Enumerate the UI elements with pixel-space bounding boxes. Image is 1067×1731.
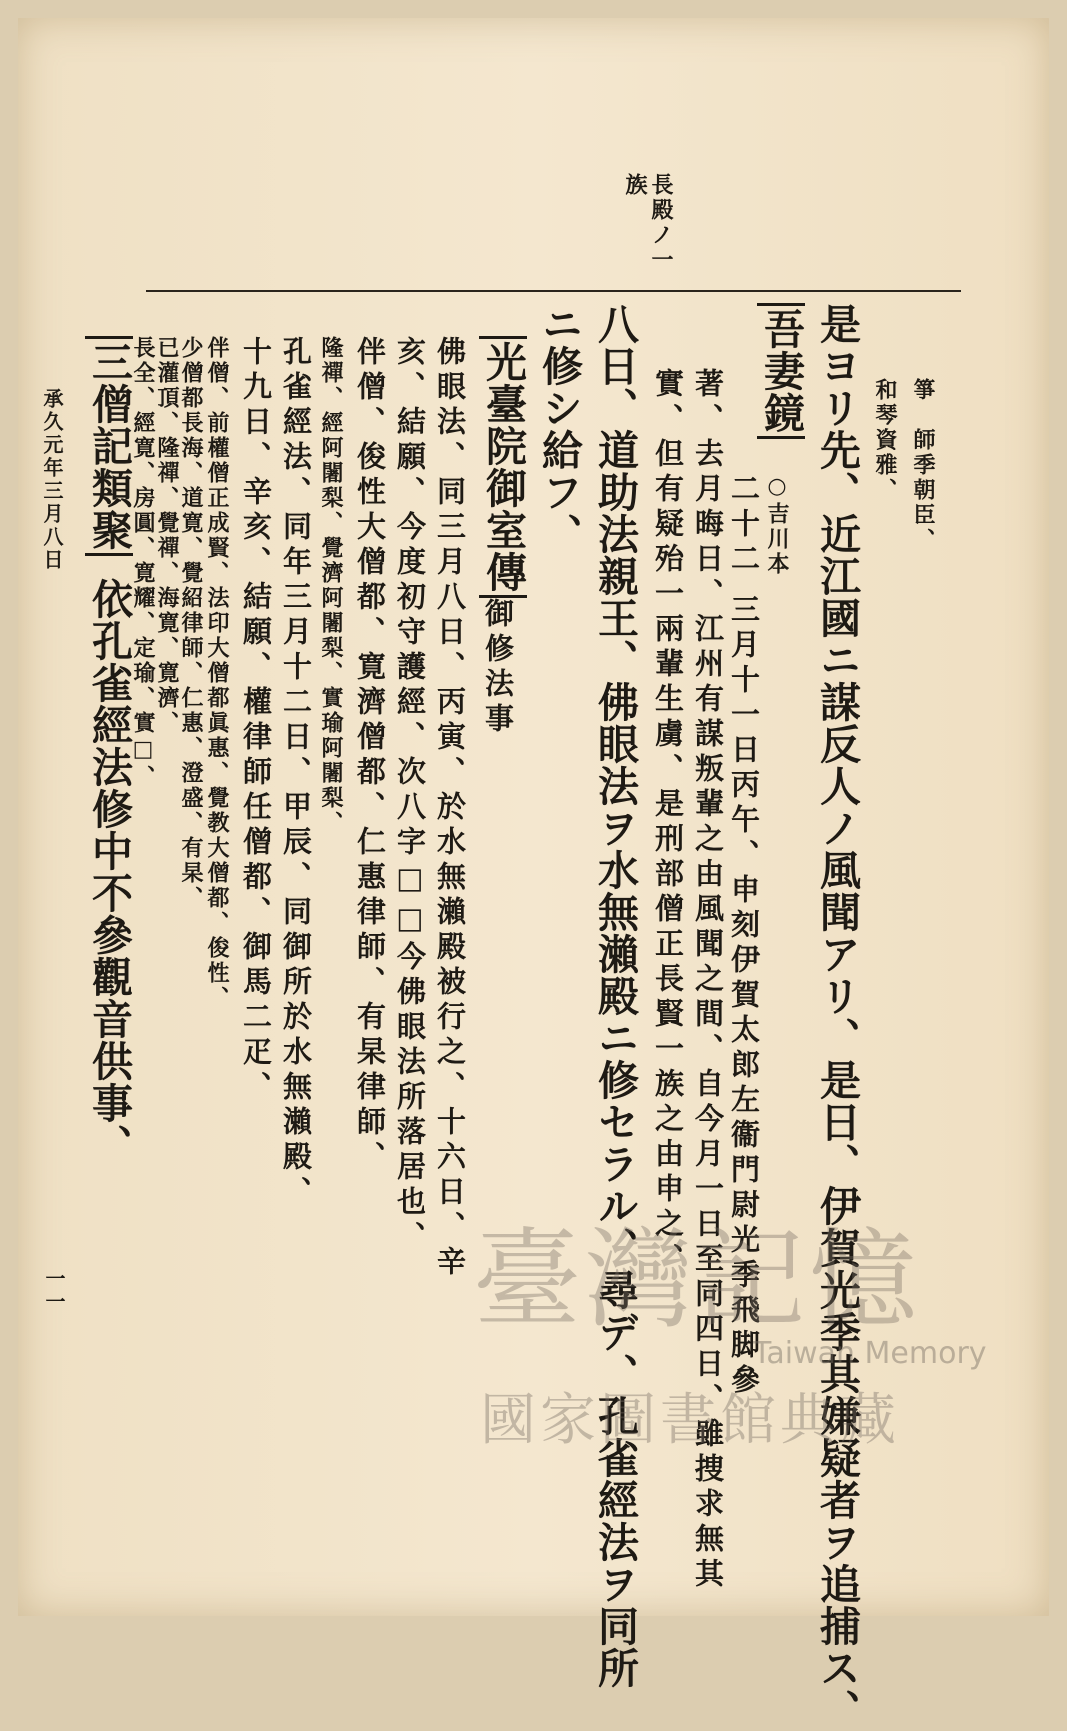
text-line: 實、但有疑殆一兩輩生虜、是刑部僧正長賢一族之由申之、 — [651, 368, 685, 1278]
text-column-9 — [478, 598, 519, 738]
text-line: 和琴資雅、 — [872, 378, 898, 503]
text-line: 十九日、辛亥、結願、權律師任僧都、御馬二疋、 — [239, 336, 273, 1106]
source-azuma — [752, 303, 811, 439]
watermark-english: Taiwan Memory — [753, 1336, 987, 1371]
footer-date — [38, 388, 67, 572]
text-line: 是ヨリ先、近江國ニ謀反人ノ風聞アリ、是日、伊賀光季其嫌疑者ヲ追捕ス、 — [813, 303, 861, 1731]
text-column-7 — [586, 303, 645, 1689]
text-line: 二十二 三月十一日丙午、申刻伊賀太郎左衞門尉光季飛脚參 — [727, 473, 761, 1400]
text-line: 御修法事 — [481, 598, 515, 738]
text-line: ニ修シ給フ、 — [535, 303, 583, 555]
source-title-azuma: 吾妻鏡 — [757, 303, 805, 439]
margin-note-line2: 族 — [622, 173, 648, 198]
separator-line — [146, 290, 961, 292]
source-sanso — [80, 336, 139, 556]
source-title-sanso: 三僧記類聚 — [85, 336, 133, 556]
source-note: ○吉川本 — [764, 473, 790, 577]
date-label: 承久元年三月八日 — [40, 388, 64, 572]
text-line: 佛眼法、同三月八日、丙寅、於水無瀨殿被行之、十六日、辛 — [433, 336, 467, 1281]
text-line: 已灌頂、隆禪、覺禪、海寛、寛濟、 — [154, 336, 180, 736]
text-line: 少僧都長海、道寛、覺紹律師、仁惠、澄盛、有杲、 — [178, 336, 204, 911]
text-column-3 — [808, 303, 867, 1731]
text-column-15 — [236, 336, 277, 1106]
margin-note-2 — [620, 173, 651, 198]
text-line: 箏 師季朝臣、 — [910, 378, 936, 553]
source-azuma-note — [762, 473, 793, 577]
text-column-20 — [80, 578, 139, 1166]
text-line: 伴僧、前權僧正成賢、法印大僧都眞惠、覺教大僧都、俊性、 — [204, 336, 230, 1011]
text-column-8 — [530, 303, 589, 555]
page-number-label: 一一 — [42, 1268, 66, 1314]
source-kodaiin — [474, 336, 533, 598]
text-line: 隆禪、經阿闍梨、覺濟阿闍梨、實瑜阿闍梨、 — [318, 336, 344, 836]
source-title-kodaiin: 光臺院御室傳 — [479, 336, 527, 598]
text-column-13 — [316, 336, 347, 836]
text-column-10 — [430, 336, 471, 1281]
text-column-11 — [390, 336, 431, 1256]
text-column-2 — [870, 378, 901, 503]
document-page — [18, 18, 1049, 1731]
text-line: 亥、結願、今度初守護經、次八字□□今佛眼法所落居也、 — [393, 336, 427, 1256]
text-line: 伴僧、俊性大僧都、寛濟僧都、仁惠律師、有杲律師、 — [353, 336, 387, 1176]
text-line: 依孔雀經法修中不參觀音供事、 — [85, 578, 133, 1166]
watermark-logo: 臺灣記憶 — [473, 1218, 922, 1343]
text-column-1 — [908, 378, 939, 553]
text-line: 孔雀經法、同年三月十二日、甲辰、同御所於水無瀨殿、 — [279, 336, 313, 1211]
text-line: 長全、經寛、房圓、寛耀、定瑜、實□、 — [130, 336, 156, 790]
watermark-org: 國家圖書館典藏 — [480, 1388, 900, 1453]
text-line: 著、去月晦日、江州有謀叛輩之由風聞之間、自今月一日至同四日、雖捜求無其 — [691, 368, 725, 1593]
text-column-6 — [648, 368, 689, 1278]
page-number — [40, 1268, 69, 1314]
text-column-12 — [350, 336, 391, 1176]
text-column-14 — [276, 336, 317, 1211]
text-line: 八日、道助法親王、佛眼法ヲ水無瀨殿ニ修セラル、尋デ、孔雀經法ヲ同所 — [591, 303, 639, 1689]
margin-note-line1: 長殿ノ一 — [648, 173, 674, 273]
